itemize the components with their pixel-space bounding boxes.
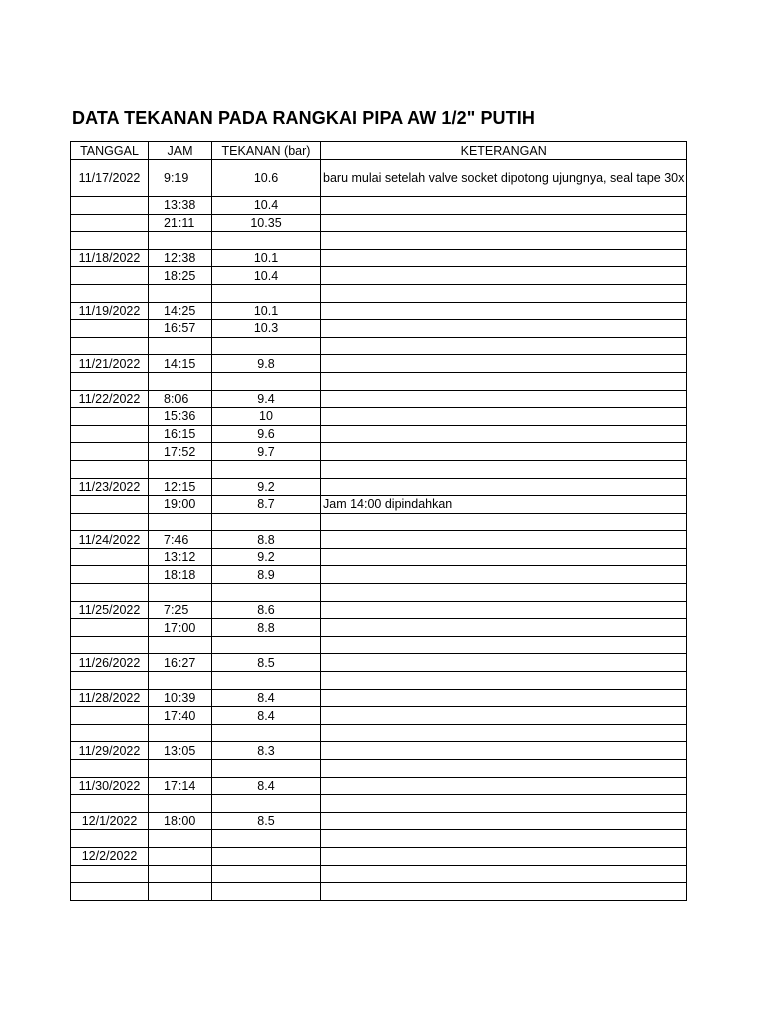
cell-date: 11/22/2022 (71, 390, 149, 408)
cell-pressure: 10.3 (212, 320, 321, 338)
cell-date: 12/2/2022 (71, 847, 149, 865)
table-row (71, 460, 687, 478)
cell-note (321, 672, 687, 690)
cell-note (321, 232, 687, 250)
cell-time: 15:36 (149, 408, 212, 426)
table-row (71, 830, 687, 848)
table-row (71, 197, 687, 215)
cell-pressure: 8.8 (212, 531, 321, 549)
cell-note (321, 566, 687, 584)
cell-date (71, 267, 149, 285)
cell-pressure: 10.1 (212, 302, 321, 320)
cell-note (321, 513, 687, 531)
cell-note (321, 760, 687, 778)
cell-date (71, 830, 149, 848)
cell-pressure: 9.8 (212, 355, 321, 373)
header-tanggal: TANGGAL (71, 142, 149, 160)
table-row (71, 760, 687, 778)
cell-pressure (212, 672, 321, 690)
cell-note (321, 478, 687, 496)
table-row (71, 777, 687, 795)
cell-pressure: 9.6 (212, 425, 321, 443)
cell-note (321, 601, 687, 619)
cell-time (149, 883, 212, 901)
cell-pressure: 9.4 (212, 390, 321, 408)
cell-note (321, 372, 687, 390)
table-row (71, 478, 687, 496)
cell-note (321, 548, 687, 566)
table-row (71, 320, 687, 338)
cell-note (321, 847, 687, 865)
table-row (71, 566, 687, 584)
cell-time: 12:38 (149, 249, 212, 267)
cell-time: 13:38 (149, 197, 212, 215)
table-row (71, 531, 687, 549)
table-row (71, 619, 687, 637)
table-header-row (71, 142, 687, 160)
cell-pressure: 9.7 (212, 443, 321, 461)
cell-date (71, 337, 149, 355)
cell-pressure (212, 232, 321, 250)
cell-pressure: 8.9 (212, 566, 321, 584)
document-title: DATA TEKANAN PADA RANGKAI PIPA AW 1/2" PUTIH (72, 108, 535, 128)
cell-time (149, 460, 212, 478)
cell-date: 11/17/2022 (71, 160, 149, 197)
table-row (71, 724, 687, 742)
cell-note (321, 830, 687, 848)
cell-date (71, 672, 149, 690)
cell-time: 17:14 (149, 777, 212, 795)
cell-date (71, 460, 149, 478)
table-row (71, 355, 687, 373)
table-row (71, 284, 687, 302)
cell-time (149, 847, 212, 865)
cell-note (321, 619, 687, 637)
cell-note (321, 795, 687, 813)
cell-time (149, 337, 212, 355)
cell-pressure (212, 337, 321, 355)
cell-note (321, 214, 687, 232)
cell-pressure: 8.6 (212, 601, 321, 619)
cell-pressure (212, 830, 321, 848)
cell-pressure (212, 513, 321, 531)
cell-time: 17:40 (149, 707, 212, 725)
table-row (71, 689, 687, 707)
cell-pressure: 10.35 (212, 214, 321, 232)
table-row (71, 232, 687, 250)
cell-date: 11/30/2022 (71, 777, 149, 795)
cell-note (321, 460, 687, 478)
table-row (71, 214, 687, 232)
cell-note (321, 302, 687, 320)
cell-time (149, 672, 212, 690)
table-row (71, 883, 687, 901)
cell-time (149, 865, 212, 883)
cell-note (321, 443, 687, 461)
cell-date (71, 372, 149, 390)
table-row (71, 584, 687, 602)
cell-note (321, 425, 687, 443)
cell-date: 11/25/2022 (71, 601, 149, 619)
cell-date (71, 232, 149, 250)
cell-time (149, 372, 212, 390)
table-row (71, 425, 687, 443)
table-row (71, 267, 687, 285)
cell-date (71, 548, 149, 566)
table-row (71, 707, 687, 725)
cell-time: 21:11 (149, 214, 212, 232)
cell-time: 8:06 (149, 390, 212, 408)
cell-time: 12:15 (149, 478, 212, 496)
cell-pressure: 8.8 (212, 619, 321, 637)
table-row (71, 548, 687, 566)
cell-date: 11/24/2022 (71, 531, 149, 549)
cell-note (321, 249, 687, 267)
cell-date (71, 619, 149, 637)
cell-date (71, 408, 149, 426)
cell-pressure: 10 (212, 408, 321, 426)
cell-date: 11/21/2022 (71, 355, 149, 373)
cell-pressure: 10.4 (212, 197, 321, 215)
cell-pressure (212, 847, 321, 865)
table-row (71, 160, 687, 197)
cell-note (321, 742, 687, 760)
cell-date: 11/19/2022 (71, 302, 149, 320)
cell-time (149, 513, 212, 531)
cell-pressure: 9.2 (212, 478, 321, 496)
cell-pressure (212, 284, 321, 302)
table-row (71, 443, 687, 461)
cell-time (149, 636, 212, 654)
table-row (71, 742, 687, 760)
cell-date (71, 566, 149, 584)
cell-time: 17:00 (149, 619, 212, 637)
cell-time: 17:52 (149, 443, 212, 461)
cell-pressure: 8.3 (212, 742, 321, 760)
cell-date (71, 795, 149, 813)
cell-time: 18:18 (149, 566, 212, 584)
cell-note (321, 337, 687, 355)
cell-time: 10:39 (149, 689, 212, 707)
cell-pressure: 8.4 (212, 777, 321, 795)
header-tekanan: TEKANAN (bar) (212, 142, 321, 160)
cell-note (321, 636, 687, 654)
table-row (71, 601, 687, 619)
cell-date (71, 443, 149, 461)
cell-date (71, 214, 149, 232)
cell-note (321, 531, 687, 549)
cell-note (321, 707, 687, 725)
cell-note (321, 584, 687, 602)
cell-time: 19:00 (149, 496, 212, 514)
cell-pressure: 8.7 (212, 496, 321, 514)
cell-note (321, 689, 687, 707)
cell-pressure (212, 795, 321, 813)
cell-note (321, 408, 687, 426)
cell-time (149, 584, 212, 602)
header-jam: JAM (149, 142, 212, 160)
cell-date: 11/29/2022 (71, 742, 149, 760)
table-row (71, 636, 687, 654)
cell-date: 11/26/2022 (71, 654, 149, 672)
cell-date (71, 584, 149, 602)
cell-note: baru mulai setelah valve socket dipotong ujungnya, seal tape 30x (321, 160, 687, 197)
cell-note (321, 320, 687, 338)
table-row (71, 337, 687, 355)
cell-time: 7:25 (149, 601, 212, 619)
cell-note (321, 883, 687, 901)
table-body (71, 160, 687, 901)
cell-time (149, 724, 212, 742)
cell-time (149, 830, 212, 848)
cell-time (149, 795, 212, 813)
cell-time (149, 232, 212, 250)
cell-note (321, 724, 687, 742)
cell-pressure: 10.6 (212, 160, 321, 197)
cell-pressure: 8.5 (212, 654, 321, 672)
cell-date (71, 760, 149, 778)
table-row (71, 672, 687, 690)
cell-date: 11/18/2022 (71, 249, 149, 267)
cell-date (71, 724, 149, 742)
cell-pressure (212, 372, 321, 390)
cell-pressure: 9.2 (212, 548, 321, 566)
cell-date (71, 883, 149, 901)
cell-date (71, 320, 149, 338)
cell-pressure: 10.4 (212, 267, 321, 285)
cell-pressure (212, 760, 321, 778)
table-row (71, 496, 687, 514)
cell-note (321, 284, 687, 302)
table-row (71, 390, 687, 408)
cell-pressure (212, 883, 321, 901)
table-row (71, 812, 687, 830)
cell-time: 7:46 (149, 531, 212, 549)
table-row (71, 847, 687, 865)
cell-time: 14:15 (149, 355, 212, 373)
table-row (71, 302, 687, 320)
cell-pressure (212, 865, 321, 883)
table-row (71, 372, 687, 390)
table-row (71, 249, 687, 267)
cell-pressure (212, 636, 321, 654)
table-row (71, 654, 687, 672)
cell-time: 14:25 (149, 302, 212, 320)
cell-time: 16:15 (149, 425, 212, 443)
cell-time: 13:05 (149, 742, 212, 760)
table-row (71, 865, 687, 883)
cell-pressure: 8.4 (212, 689, 321, 707)
cell-note (321, 197, 687, 215)
cell-time (149, 284, 212, 302)
cell-time (149, 760, 212, 778)
cell-time: 16:57 (149, 320, 212, 338)
cell-date (71, 197, 149, 215)
cell-time: 13:12 (149, 548, 212, 566)
cell-note (321, 865, 687, 883)
cell-note (321, 355, 687, 373)
table-row (71, 408, 687, 426)
cell-note (321, 267, 687, 285)
cell-date (71, 284, 149, 302)
table-row (71, 795, 687, 813)
cell-pressure (212, 584, 321, 602)
cell-pressure (212, 460, 321, 478)
cell-date: 12/1/2022 (71, 812, 149, 830)
cell-time: 9:19 (149, 160, 212, 197)
cell-time: 18:00 (149, 812, 212, 830)
cell-pressure: 8.4 (212, 707, 321, 725)
cell-note (321, 812, 687, 830)
cell-pressure: 10.1 (212, 249, 321, 267)
pressure-table (70, 141, 687, 901)
cell-pressure: 8.5 (212, 812, 321, 830)
table-row (71, 513, 687, 531)
cell-note (321, 390, 687, 408)
cell-note: Jam 14:00 dipindahkan (321, 496, 687, 514)
cell-date (71, 707, 149, 725)
cell-date (71, 496, 149, 514)
header-keterangan: KETERANGAN (321, 142, 687, 160)
cell-date (71, 425, 149, 443)
cell-time: 16:27 (149, 654, 212, 672)
cell-note (321, 654, 687, 672)
cell-date (71, 865, 149, 883)
cell-time: 18:25 (149, 267, 212, 285)
cell-date (71, 513, 149, 531)
cell-pressure (212, 724, 321, 742)
cell-date: 11/23/2022 (71, 478, 149, 496)
cell-date (71, 636, 149, 654)
cell-date: 11/28/2022 (71, 689, 149, 707)
cell-note (321, 777, 687, 795)
